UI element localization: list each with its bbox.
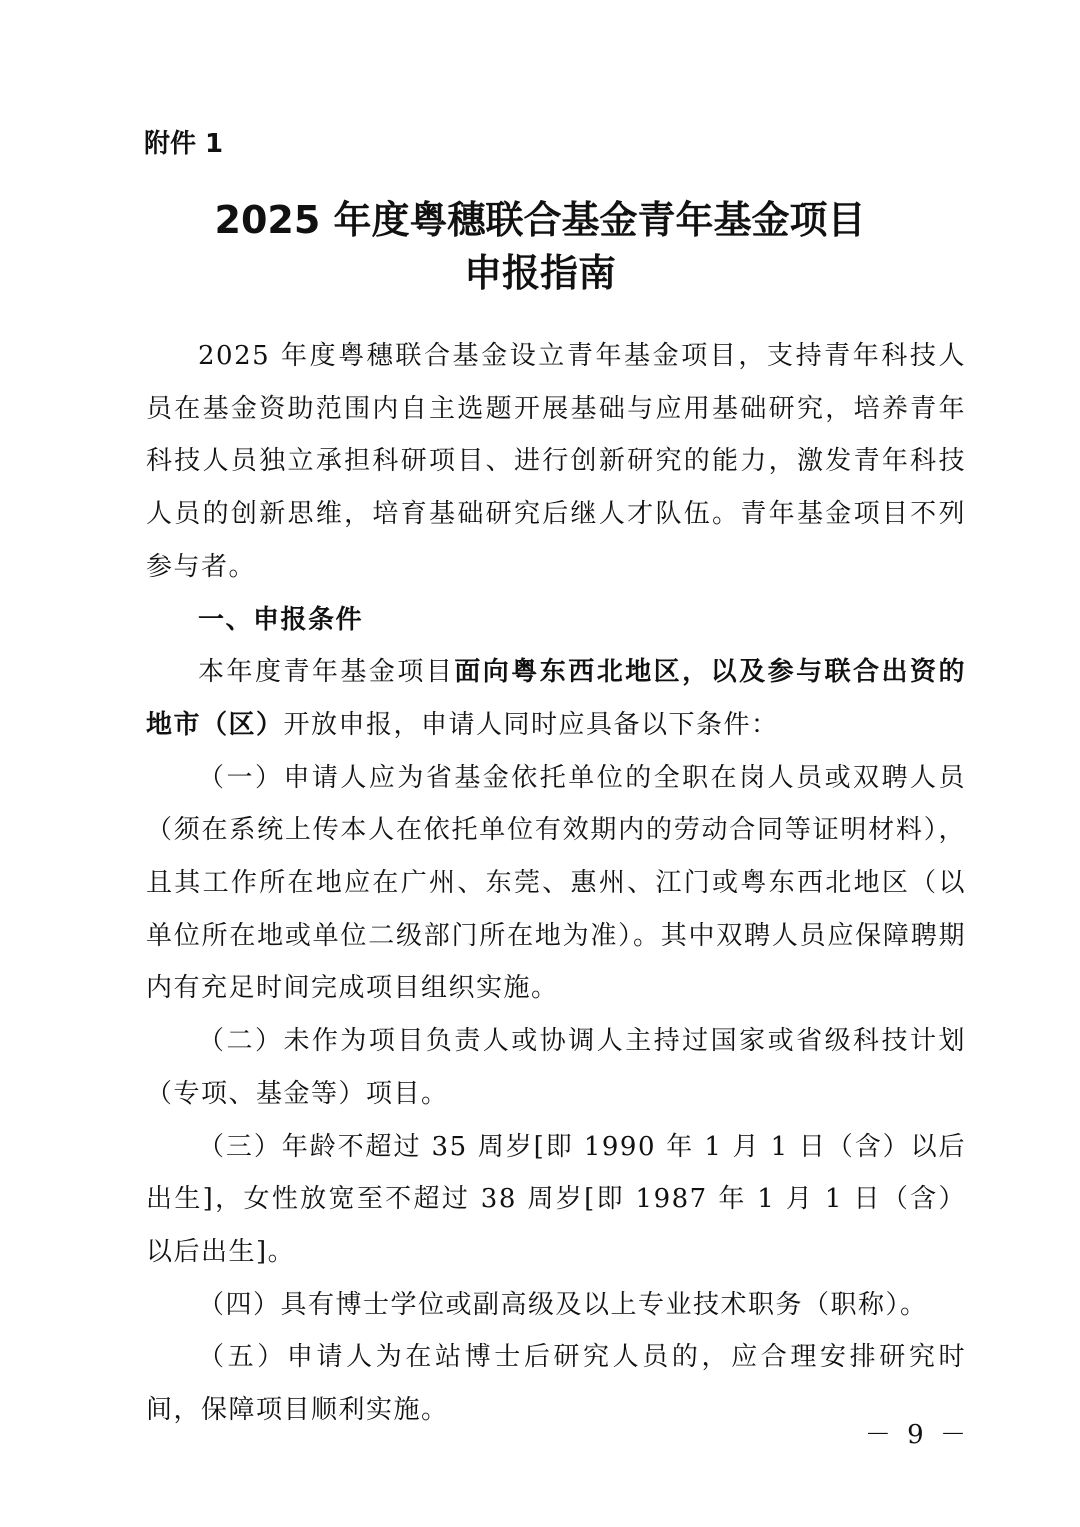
document-body bbox=[146, 330, 966, 1437]
lead-emphasis: 面向粤东西北地区，以及参与联合出资的地市（区） bbox=[146, 657, 966, 740]
intro-paragraph: 2025 年度粤穗联合基金设立青年基金项目，支持青年科技人员在基金资助范围内自主选题开展基础与应用基础研究，培养青年科技人员独立承担科研项目、进行创新研究的能力，激发青年科技人员的创新思维，培育基础研究后继人才队伍。青年基金项目不列参与者。 bbox=[146, 341, 966, 582]
lead-paragraph bbox=[146, 646, 966, 751]
document-title: 2025 年度粤穗联合基金青年基金项目 bbox=[214, 198, 866, 242]
section-heading: 一、申报条件 bbox=[198, 604, 364, 635]
lead-suffix: 开放申报，申请人同时应具备以下条件： bbox=[283, 709, 779, 740]
lead-prefix: 本年度青年基金项目 bbox=[198, 657, 455, 688]
document-subtitle: 申报指南 bbox=[463, 251, 616, 295]
page-number: － 9 － bbox=[864, 1420, 970, 1450]
condition-item: （五）申请人为在站博士后研究人员的，应合理安排研究时间，保障项目顺利实施。 bbox=[146, 1342, 966, 1426]
condition-item: （四）具有博士学位或副高级及以上专业技术职务（职称）。 bbox=[198, 1289, 928, 1320]
attachment-label: 附件 1 bbox=[144, 129, 224, 159]
condition-item: （二）未作为项目负责人或协调人主持过国家或省级科技计划（专项、基金等）项目。 bbox=[146, 1026, 966, 1109]
condition-item: （三）年龄不超过 35 周岁[即 1990 年 1 月 1 日（含）以后出生]，女性放宽至不超过 38 周岁[即 1987 年 1 月 1 日（含）以后出生]。 bbox=[146, 1131, 966, 1267]
condition-item: （一）申请人应为省基金依托单位的全职在岗人员或双聘人员（须在系统上传本人在依托单位有效期内的劳动合同等证明材料），且其工作所在地应在广州、东莞、惠州、江门或粤东西北地区（以单位所在地或单位二级部门所在地为准）。其中双聘人员应保障聘期内有充足时间完成项目组织实施。 bbox=[146, 762, 966, 1004]
